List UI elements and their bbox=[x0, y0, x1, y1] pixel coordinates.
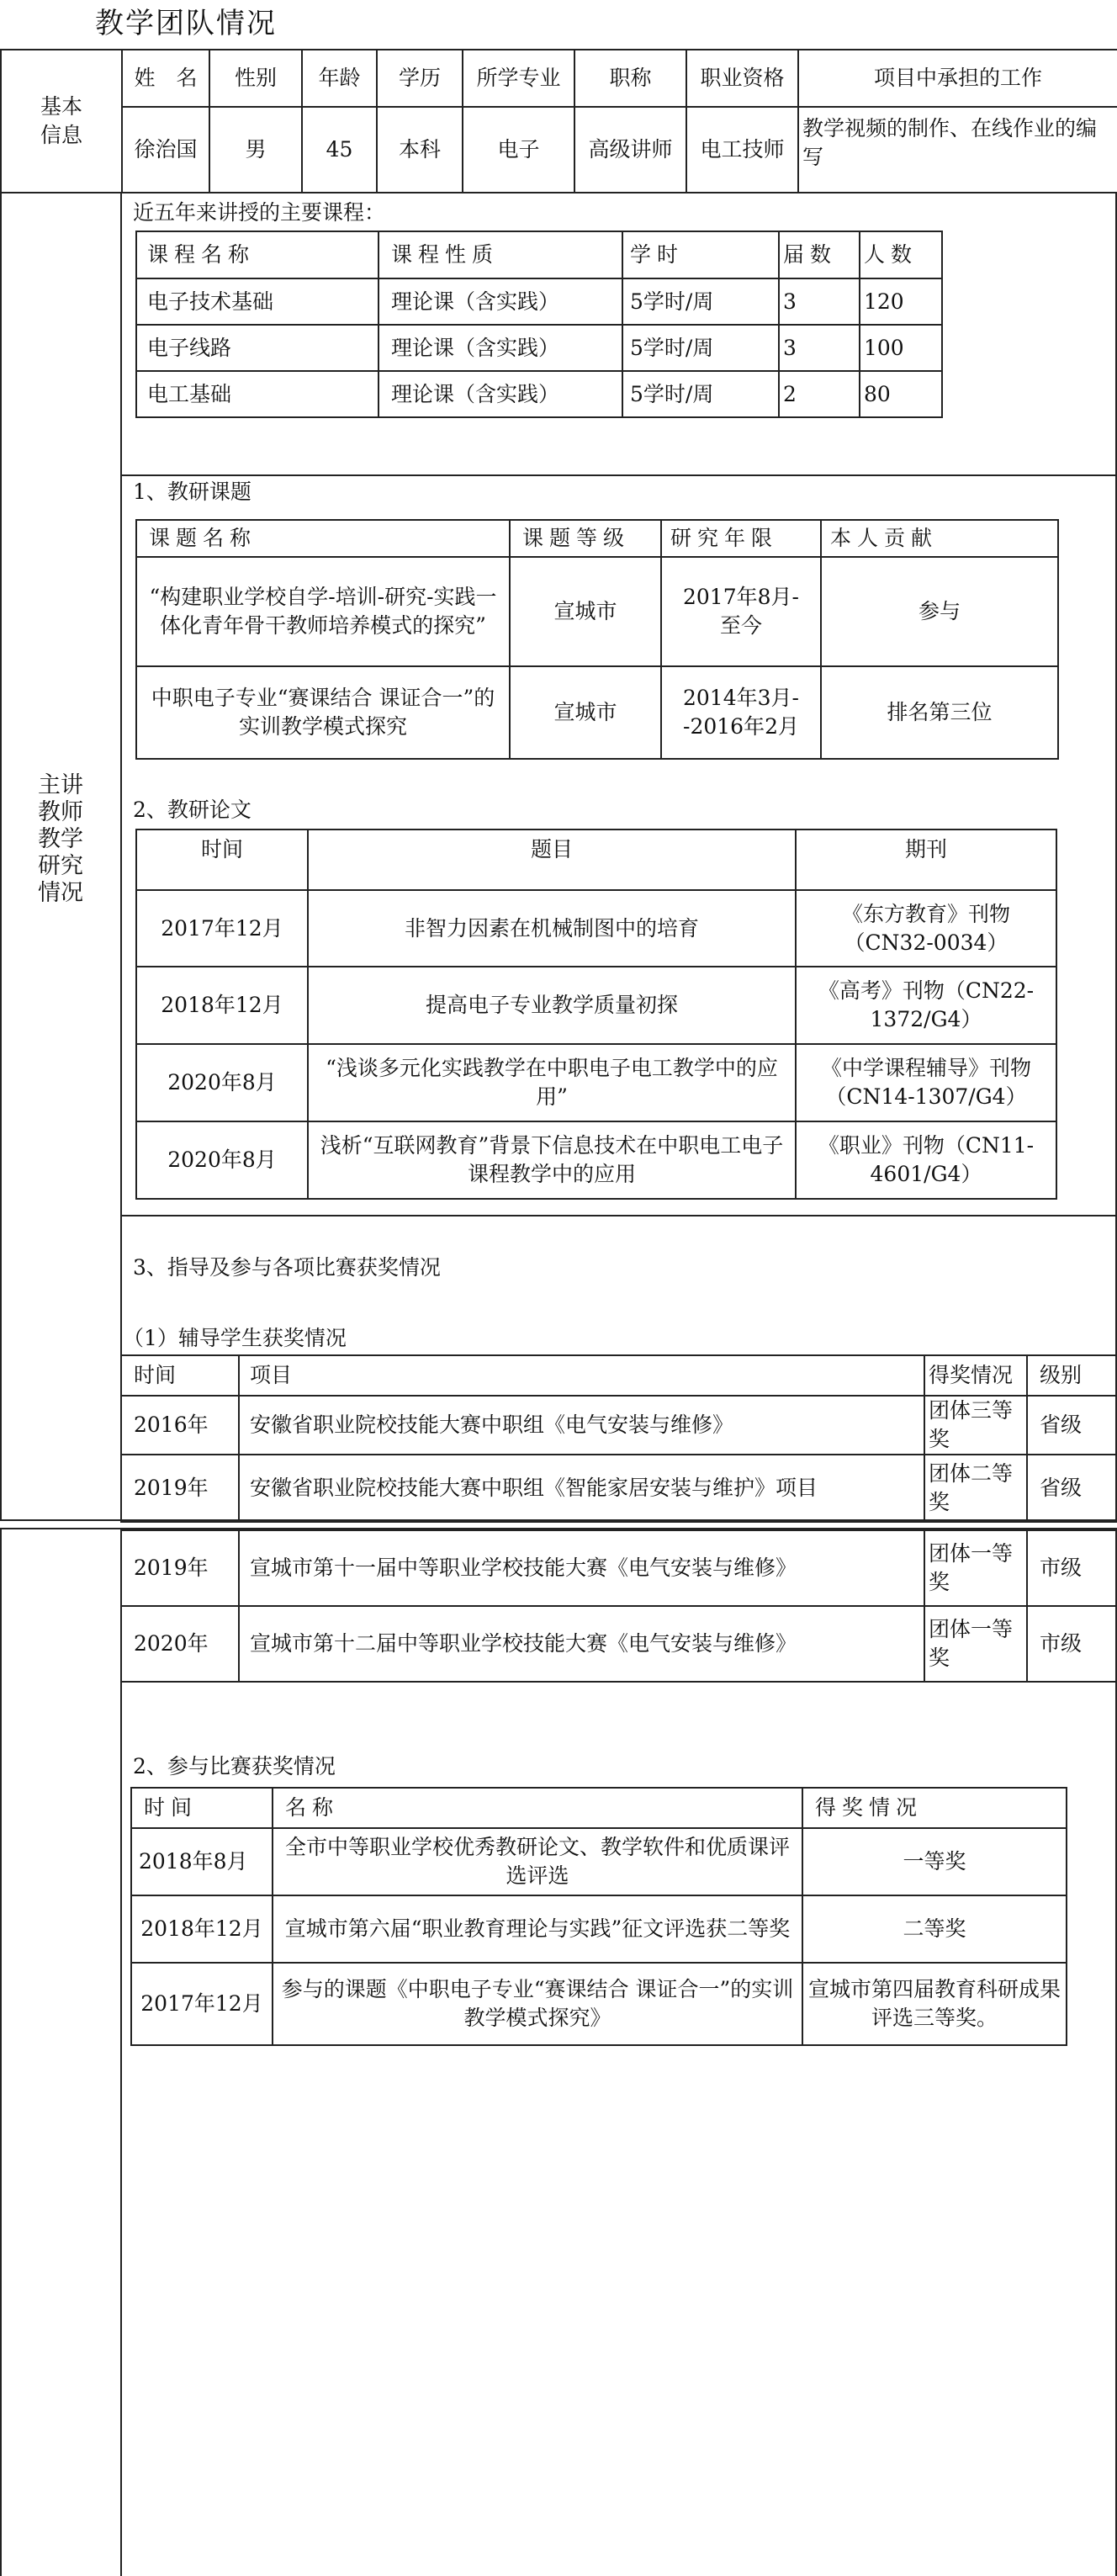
project-col-role: 本人贡献 bbox=[821, 520, 1058, 557]
projects-header-row bbox=[136, 520, 1058, 557]
header-major: 所学专业 bbox=[463, 50, 574, 107]
courses-header-row bbox=[136, 231, 942, 278]
projects-heading: 1、教研课题 bbox=[133, 480, 251, 504]
table-row: 2018年12月 提高电子专业教学质量初探 《高考》刊物（CN22-1372/G4） bbox=[136, 967, 1056, 1044]
course-col-hours: 学时 bbox=[622, 231, 779, 278]
value-work: 教学视频的制作、在线作业的编写 bbox=[798, 107, 1117, 193]
table-row: 2020年 宣城市第十二届中等职业学校技能大赛《电气安装与维修》 团体一等奖 市级 bbox=[121, 1606, 1117, 1682]
award-col-name: 名称 bbox=[273, 1788, 802, 1828]
header-age: 年龄 bbox=[302, 50, 377, 107]
award-col-result: 得奖情况 bbox=[802, 1788, 1067, 1828]
course-col-students: 人数 bbox=[860, 231, 942, 278]
paper-col-title: 题目 bbox=[308, 830, 796, 890]
project-col-name: 课题名称 bbox=[136, 520, 510, 557]
table-row: 2018年12月 宣城市第六届“职业教育理论与实践”征文评选获二等奖 二等奖 bbox=[131, 1895, 1067, 1963]
table-row: 2019年 宣城市第十一届中等职业学校技能大赛《电气安装与维修》 团体一等奖 市级 bbox=[121, 1530, 1117, 1606]
research-section-label: 主讲 教师 教学 研究 情况 bbox=[38, 772, 83, 906]
papers-header-row bbox=[136, 830, 1056, 890]
papers-heading: 2、教研论文 bbox=[133, 798, 251, 822]
header-gender: 性别 bbox=[209, 50, 302, 107]
header-name: 姓 名 bbox=[122, 50, 209, 107]
value-qualification: 电工技师 bbox=[686, 107, 798, 193]
header-education: 学历 bbox=[377, 50, 463, 107]
table-row: “构建职业学校自学-培训-研究-实践一体化青年骨干教师培养模式的探究” 宣城市 2017年8月-至今 参与 bbox=[136, 557, 1058, 666]
header-qualification: 职业资格 bbox=[686, 50, 798, 107]
table-row: 中职电子专业“赛课结合 课证合一”的实训教学模式探究 宣城市 2014年3月--2016年2月 排名第三位 bbox=[136, 666, 1058, 759]
course-col-terms: 届数 bbox=[779, 231, 860, 278]
value-major: 电子 bbox=[463, 107, 574, 193]
competitions-heading: 3、指导及参与各项比赛获奖情况 bbox=[133, 1255, 441, 1280]
page-title: 教学团队情况 bbox=[95, 7, 277, 40]
header-title: 职称 bbox=[574, 50, 686, 107]
participation-awards-header-row bbox=[131, 1788, 1067, 1828]
course-col-type: 课程性质 bbox=[379, 231, 622, 278]
student-awards-table-part2 bbox=[120, 1529, 1117, 1683]
award-col-date: 时间 bbox=[131, 1788, 273, 1828]
paper-col-date: 时间 bbox=[136, 830, 308, 890]
courses-heading: 近五年来讲授的主要课程： bbox=[133, 200, 386, 225]
header-work: 项目中承担的工作 bbox=[798, 50, 1117, 107]
student-awards-table-part1 bbox=[120, 1354, 1117, 1523]
student-award-col-item: 项目 bbox=[239, 1355, 924, 1396]
table-row: 2020年8月 “浅谈多元化实践教学在中职电子电工教学中的应用” 《中学课程辅导》刊物（CN14-1307/G4） bbox=[136, 1044, 1056, 1121]
student-awards-header-row bbox=[121, 1355, 1117, 1396]
awards-heading: 2、参与比赛获奖情况 bbox=[133, 1754, 336, 1778]
competitions-subheading: （1）辅导学生获奖情况 bbox=[123, 1326, 347, 1350]
project-col-level: 课题等级 bbox=[510, 520, 661, 557]
table-row: 电工基础 理论课（含实践） 5学时/周 2 80 bbox=[136, 371, 942, 417]
table-row: 2017年12月 非智力因素在机械制图中的培育 《东方教育》刊物（CN32-0034） bbox=[136, 890, 1056, 967]
basic-info-table bbox=[0, 49, 1117, 193]
table-row: 2016年 安徽省职业院校技能大赛中职组《电气安装与维修》 团体三等奖 省级 bbox=[121, 1396, 1117, 1455]
table-row: 电子技术基础 理论课（含实践） 5学时/周 3 120 bbox=[136, 278, 942, 325]
project-col-period: 研究年限 bbox=[661, 520, 821, 557]
value-gender: 男 bbox=[209, 107, 302, 193]
value-title: 高级讲师 bbox=[574, 107, 686, 193]
table-row: 2018年8月 全市中等职业学校优秀教研论文、教学软件和优质课评选评选 一等奖 bbox=[131, 1828, 1067, 1895]
table-row: 2017年12月 参与的课题《中职电子专业“赛课结合 课证合一”的实训教学模式探究》 宣城市第四届教育科研成果评选三等奖。 bbox=[131, 1963, 1067, 2045]
course-col-name: 课程名称 bbox=[136, 231, 379, 278]
courses-table bbox=[135, 231, 943, 418]
basic-section-label: 基本 信息 bbox=[1, 50, 122, 193]
papers-table bbox=[135, 829, 1057, 1200]
student-award-col-level: 级别 bbox=[1027, 1355, 1117, 1396]
paper-col-journal: 期刊 bbox=[796, 830, 1056, 890]
student-award-col-result: 得奖情况 bbox=[924, 1355, 1027, 1396]
participation-awards-table bbox=[130, 1787, 1067, 2046]
value-name: 徐治国 bbox=[122, 107, 209, 193]
table-row: 2019年 安徽省职业院校技能大赛中职组《智能家居安装与维护》项目 团体二等奖 省级 bbox=[121, 1455, 1117, 1522]
projects-table bbox=[135, 519, 1059, 760]
table-row: 电子线路 理论课（含实践） 5学时/周 3 100 bbox=[136, 325, 942, 371]
student-award-col-date: 时间 bbox=[121, 1355, 239, 1396]
value-education: 本科 bbox=[377, 107, 463, 193]
value-age: 45 bbox=[302, 107, 377, 193]
table-row: 2020年8月 浅析“互联网教育”背景下信息技术在中职电工电子课程教学中的应用 《职业》刊物（CN11-4601/G4） bbox=[136, 1121, 1056, 1199]
